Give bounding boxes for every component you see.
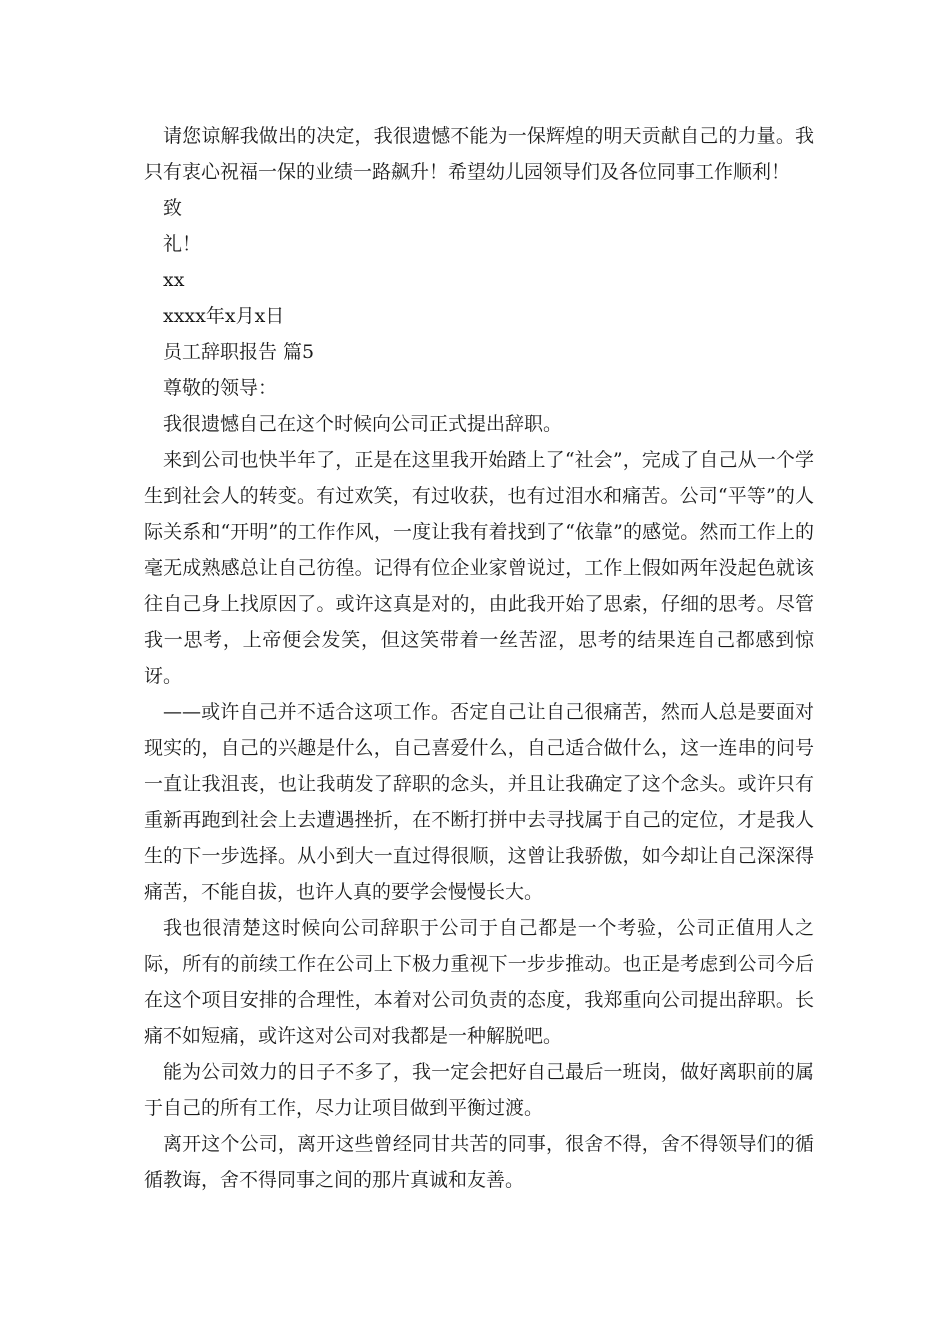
closing-zhi: 致 <box>163 197 183 219</box>
opening-paragraph: 请您谅解我做出的决定，我很遗憾不能为一保辉煌的明天贡献自己的力量。我只有衷心祝福一保的业绩一路飙升！希望幼儿园领导们及各位同事工作顺利！ <box>144 125 814 183</box>
body-paragraph: 离开这个公司，离开这些曾经同甘共苦的同事，很舍不得，舍不得领导们的循循教诲，舍不得同事之间的那片真诚和友善。 <box>144 1133 814 1191</box>
body-paragraph: ——或许自己并不适合这项工作。否定自己让自己很痛苦，然而人总是要面对现实的，自己的兴趣是什么，自己喜爱什么，自己适合做什么，这一连串的问号一直让我沮丧，也让我萌发了辞职的念头，并且让我确定了这个念头。或许只有重新再跑到社会上去遭遇挫折，在不断打拼中去寻找属于自己的定位，才是我人生的下一步选择。从小到大一直过得很顺，这曾让我骄傲，如今却让自己深深得痛苦，不能自拔，也许人真的要学会慢慢长大。 <box>144 701 814 903</box>
section-title: 员工辞职报告 篇5 <box>163 341 315 363</box>
body-paragraph: 来到公司也快半年了，正是在这里我开始踏上了“社会”，完成了自己从一个学生到社会人的转变。有过欢笑，有过收获，也有过泪水和痛苦。公司“平等”的人际关系和“开明”的工作作风，一度让我有着找到了“依靠”的感觉。然而工作上的毫无成熟感总让自己彷徨。记得有位企业家曾说过，工作上假如两年没起色就该往自己身上找原因了。或许这真是对的，由此我开始了思索，仔细的思考。尽管我一思考，上帝便会发笑，但这笑带着一丝苦涩，思考的结果连自己都感到惊讶。 <box>144 449 814 687</box>
closing-li: 礼！ <box>163 233 202 255</box>
signature: xx <box>163 269 185 291</box>
salutation: 尊敬的领导： <box>163 377 278 399</box>
document-page <box>144 118 814 1198</box>
body-paragraph: 我也很清楚这时候向公司辞职于公司于自己都是一个考验，公司正值用人之际，所有的前续工作在公司上下极力重视下一步步推动。也正是考虑到公司今后在这个项目安排的合理性，本着对公司负责的态度，我郑重向公司提出辞职。长痛不如短痛，或许这对公司对我都是一种解脱吧。 <box>144 917 814 1047</box>
body-paragraph: 能为公司效力的日子不多了，我一定会把好自己最后一班岗，做好离职前的属于自己的所有工作，尽力让项目做到平衡过渡。 <box>144 1061 814 1119</box>
date: xxxx年x月x日 <box>163 305 285 327</box>
body-paragraph: 我很遗憾自己在这个时候向公司正式提出辞职。 <box>163 413 563 435</box>
